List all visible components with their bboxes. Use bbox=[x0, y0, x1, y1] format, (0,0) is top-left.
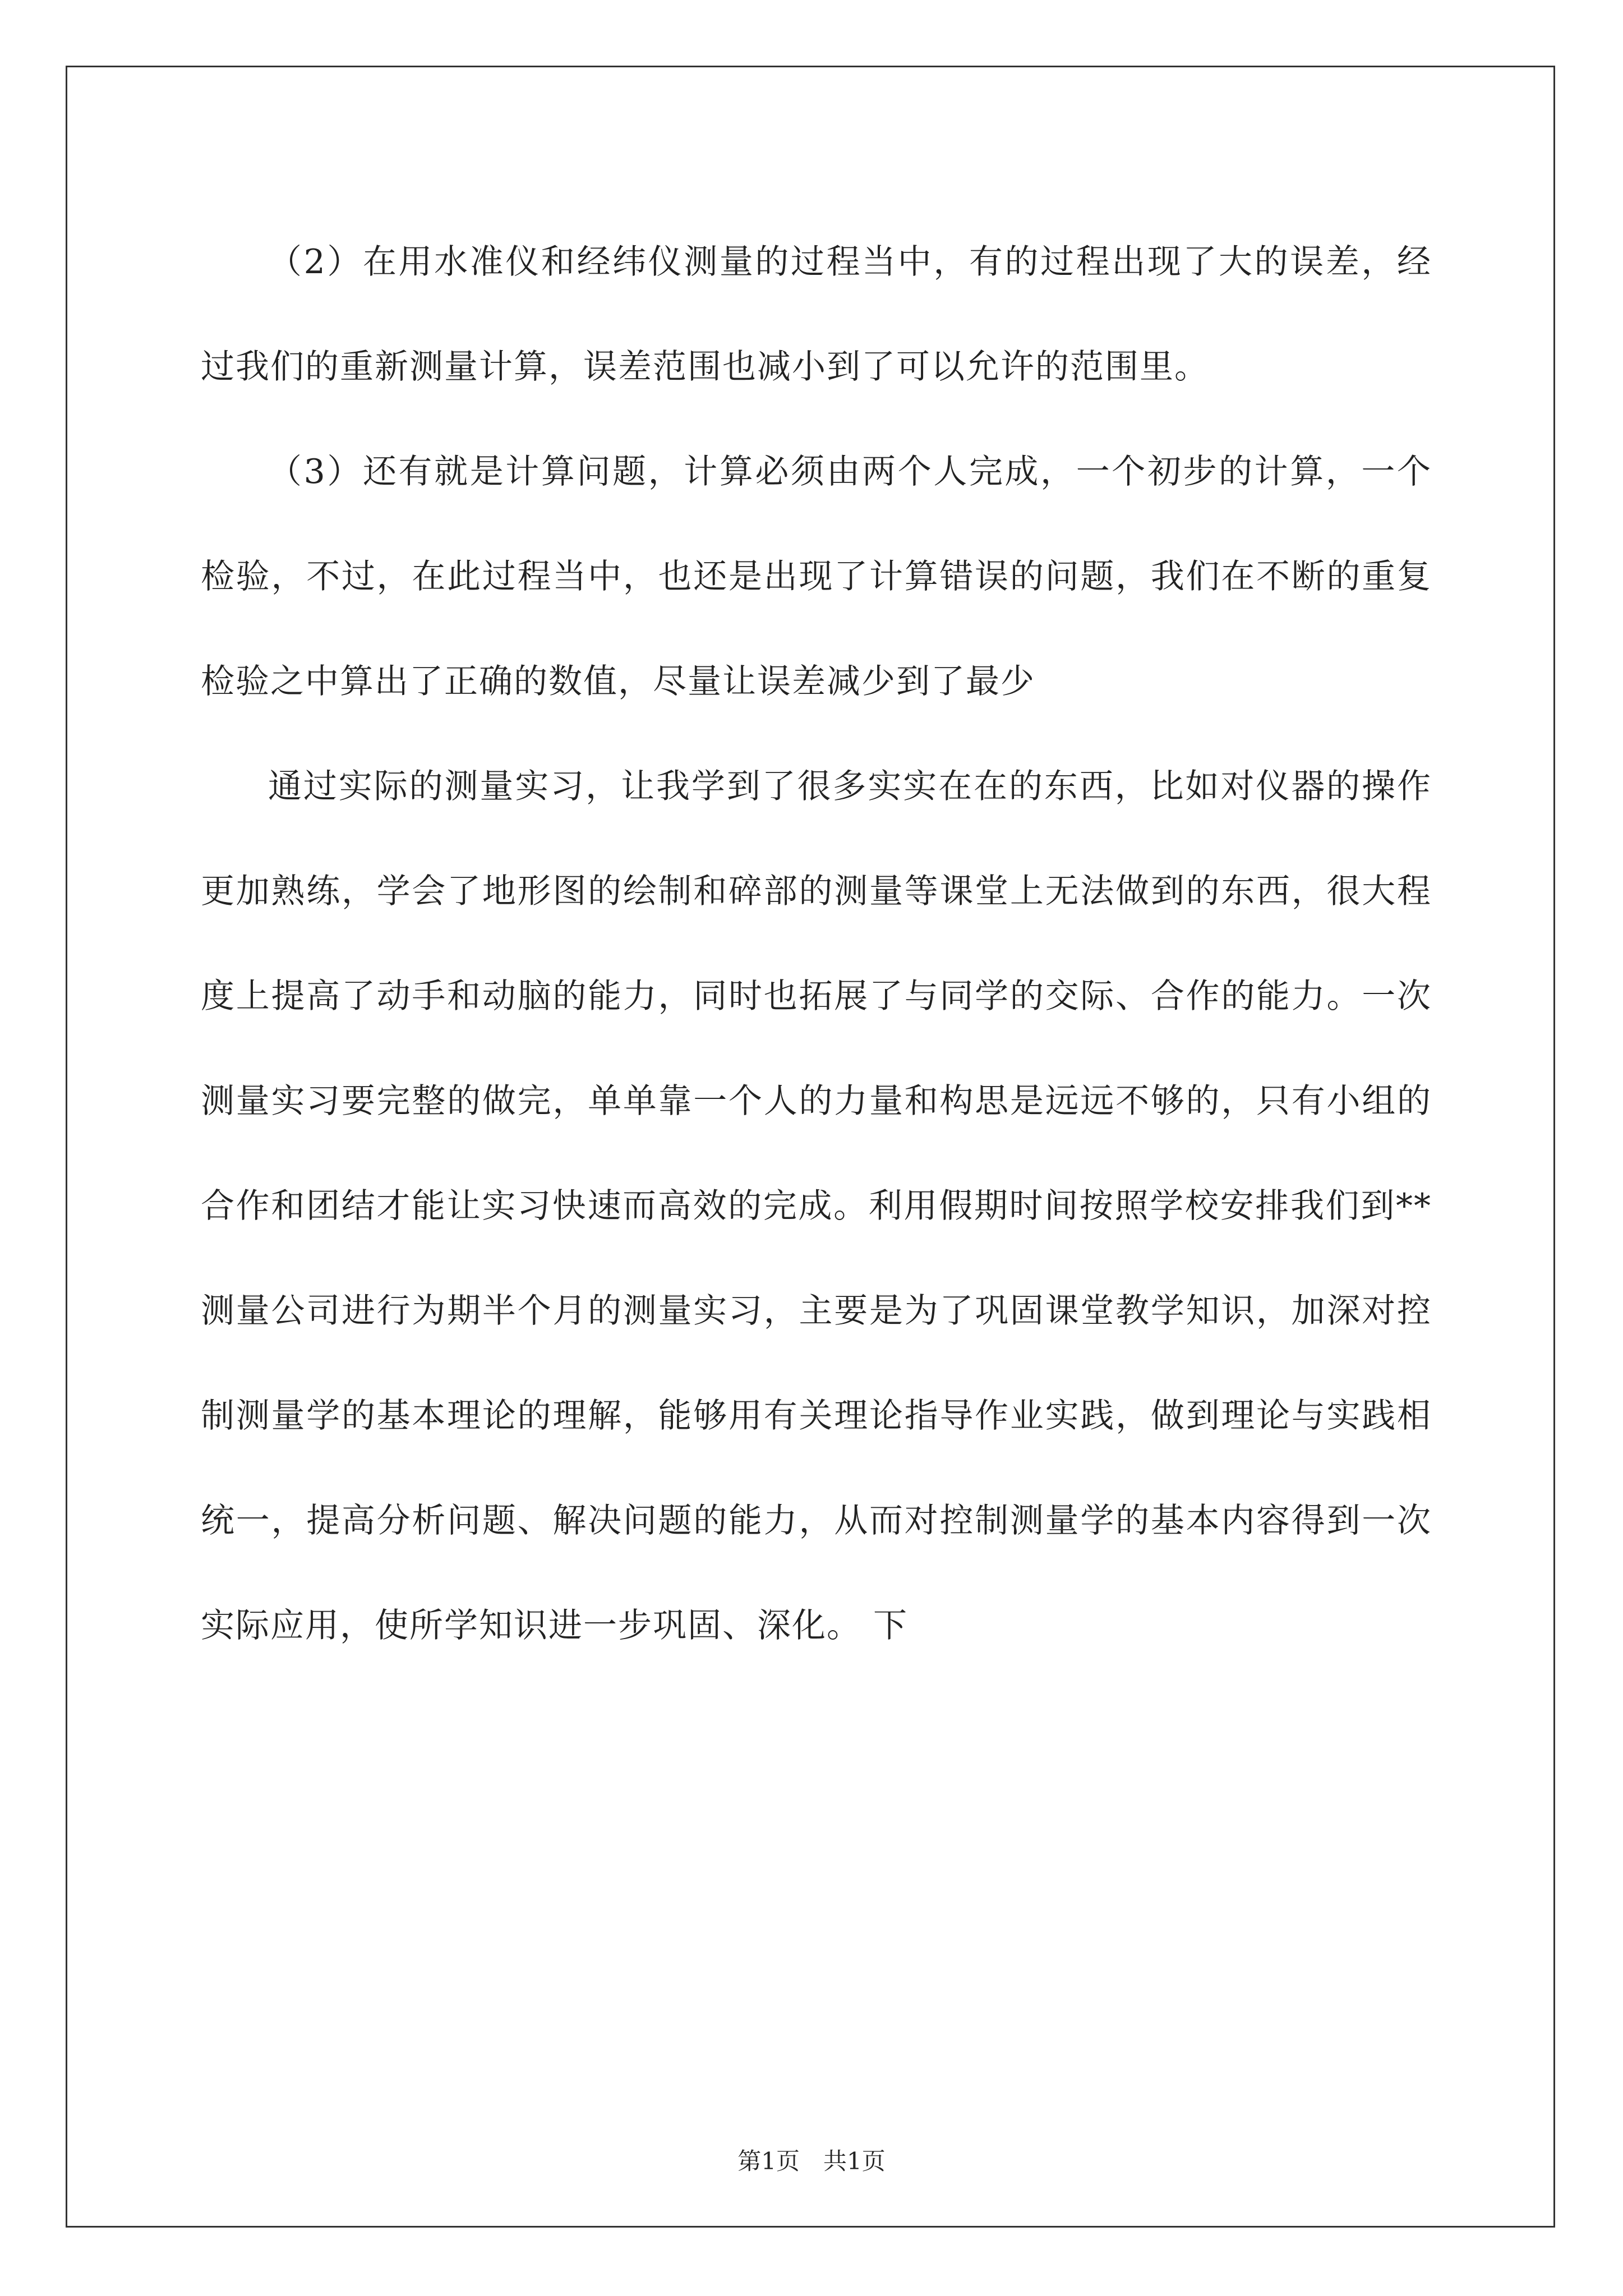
page-footer: 第1页 共1页 bbox=[737, 2147, 886, 2175]
paragraph-2: （3）还有就是计算问题，计算必须由两个人完成，一个初步的计算，一个检验，不过，在此过程当中，也还是出现了计算错误的问题，我们在不断的重复检验之中算出了正确的数值，尽量让误差减少到了最少 bbox=[201, 452, 1432, 701]
paragraph-3: 通过实际的测量实习，让我学到了很多实实在在的东西，比如对仪器的操作更加熟练，学会了地形图的绘制和碎部的测量等课堂上无法做到的东西，很大程度上提高了动手和动脑的能力，同时也拓展了与同学的交际、合作的能力。一次测量实习要完整的做完，单单靠一个人的力量和构思是远远不够的，只有小组的合作和团结才能让实习快速而高效的完成。利用假期时间按照学校安排我们到**测量公司进行为期半个月的测量实习，主要是为了巩固课堂教学知识，加深对控制测量学的基本理论的理解，能够用有关理论指导作业实践，做到理论与实践相统一，提高分析问题、解决问题的能力，从而对控制测量学的基本内容得到一次实际应用，使所学知识进一步巩固、深化。 下 bbox=[201, 767, 1432, 1645]
paragraph-1: （2）在用水准仪和经纬仪测量的过程当中，有的过程出现了大的误差，经过我们的重新测量计算，误差范围也减小到了可以允许的范围里。 bbox=[201, 242, 1432, 386]
document-body bbox=[201, 210, 1432, 1678]
